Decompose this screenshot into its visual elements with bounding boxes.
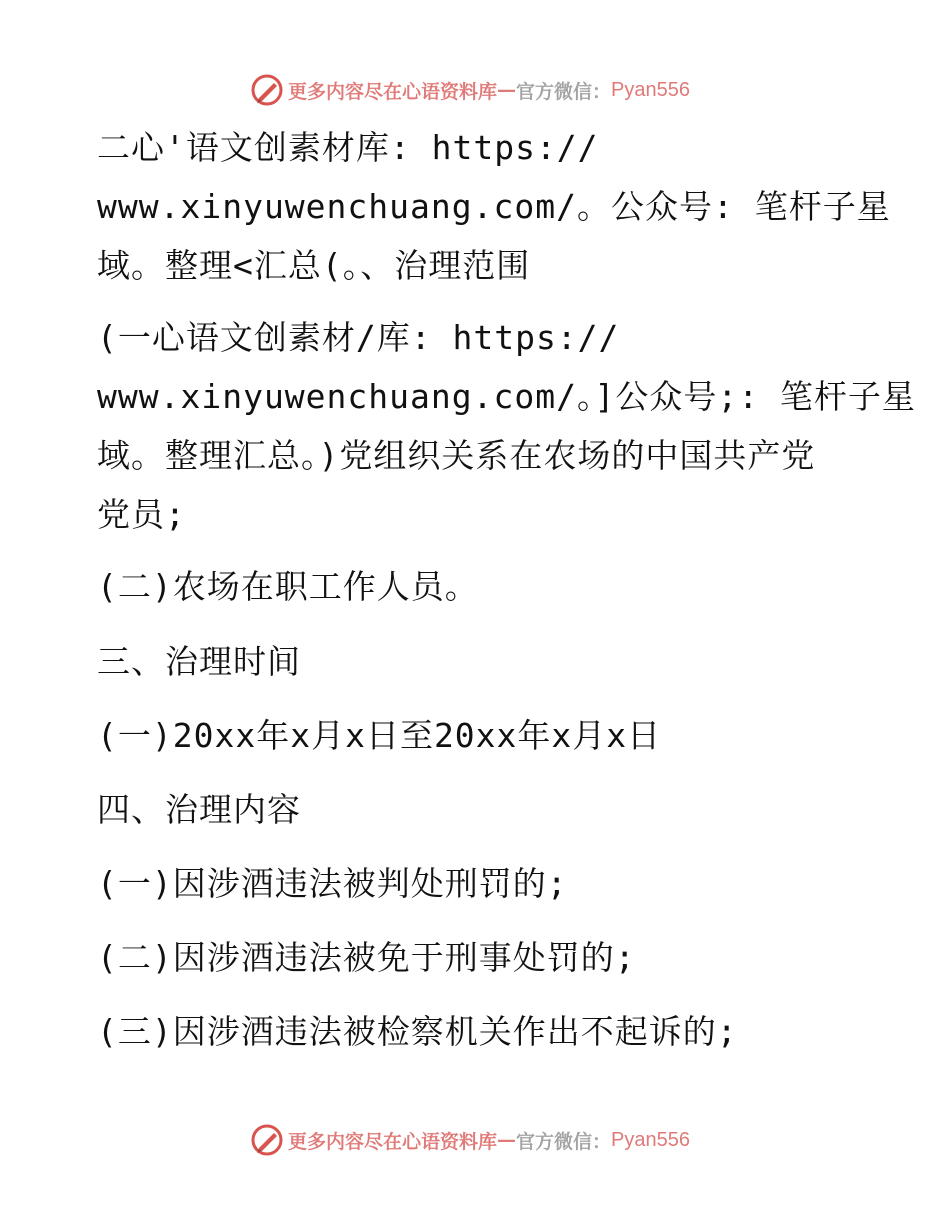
- watermark-dash: —: [497, 79, 517, 101]
- body-line-9: 三、治理时间: [97, 642, 301, 681]
- watermark-main-text: 更多内容尽在心语资料库: [288, 80, 498, 103]
- watermark-dash: —: [497, 1129, 517, 1151]
- body-line-5: www.xinyuwenchuang.com/。]公众号;: 笔杆子星: [97, 377, 916, 416]
- body-line-11: 四、治理内容: [97, 790, 301, 829]
- watermark-sub-text: 官方微信：: [516, 1130, 612, 1153]
- body-line-6: 域。整理汇总。)党组织关系在农场的中国共产党: [97, 436, 816, 475]
- pen-logo-icon: [250, 1123, 284, 1157]
- body-line-1: 二心'语文创素材库: https://: [97, 128, 599, 167]
- body-line-7: 党员;: [97, 495, 186, 534]
- header-watermark: [0, 70, 950, 110]
- body-line-13: (二)因涉酒违法被免于刑事处罚的;: [97, 938, 636, 977]
- body-line-2: www.xinyuwenchuang.com/。公众号: 笔杆子星: [97, 187, 891, 226]
- body-line-10: (一)20xx年x月x日至20xx年x月x日: [97, 716, 662, 755]
- watermark-id: Pyan556: [611, 1128, 690, 1151]
- watermark-main-text: 更多内容尽在心语资料库: [288, 1130, 498, 1153]
- watermark-sub-text: 官方微信：: [516, 80, 612, 103]
- body-line-4: (一心语文创素材/库: https://: [97, 318, 620, 357]
- body-line-12: (一)因涉酒违法被判处刑罚的;: [97, 864, 568, 903]
- watermark-id: Pyan556: [611, 78, 690, 101]
- pen-logo-icon: [250, 73, 284, 107]
- footer-watermark: [0, 1120, 950, 1160]
- body-line-14: (三)因涉酒违法被检察机关作出不起诉的;: [97, 1012, 738, 1051]
- body-line-3: 域。整理<汇总(。、治理范围: [97, 246, 531, 285]
- body-line-8: (二)农场在职工作人员。: [97, 567, 479, 606]
